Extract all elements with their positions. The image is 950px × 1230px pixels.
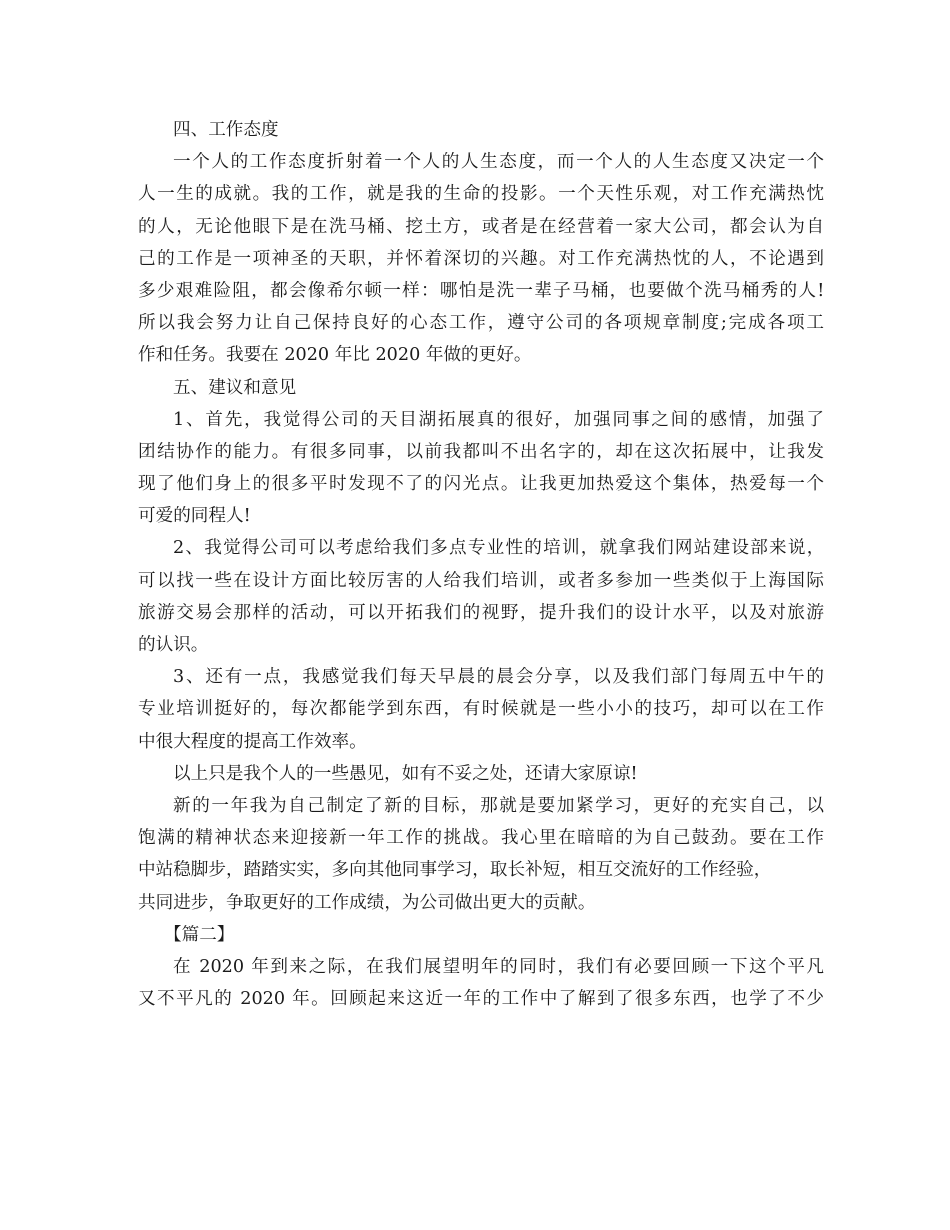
paragraph-line: 人一生的成就。我的工作，就是我的生命的投影。一个天性乐观，对工作充满热忱 xyxy=(138,184,824,205)
paragraph-line: 饱满的精神状态来迎接新一年工作的挑战。我心里在暗暗的为自己鼓劲。要在工作 xyxy=(138,828,824,849)
paragraph-line: 在 2020 年到来之际，在我们展望明年的同时，我们有必要回顾一下这个平凡 xyxy=(173,956,824,977)
paragraph-line: 可以找一些在设计方面比较厉害的人给我们培训，或者多参加一些类似于上海国际 xyxy=(138,570,824,591)
paragraph-line: 作和任务。我要在 2020 年比 2020 年做的更好。 xyxy=(138,345,532,366)
paragraph-line: 共同进步，争取更好的工作成绩，为公司做出更大的贡献。 xyxy=(138,892,596,913)
paragraph-line: 一个人的工作态度折射着一个人的人生态度，而一个人的人生态度又决定一个 xyxy=(173,152,824,173)
paragraph-line: 旅游交易会那样的活动，可以开拓我们的视野，提升我们的设计水平，以及对旅游 xyxy=(138,602,824,623)
paragraph-line: 以上只是我个人的一些愚见，如有不妥之处，还请大家原谅! xyxy=(173,763,638,784)
paragraph-line: 又不平凡的 2020 年。回顾起来这近一年的工作中了解到了很多东西，也学了不少 xyxy=(138,989,824,1010)
paragraph-line: 新的一年我为自己制定了新的目标，那就是要加紧学习，更好的充实自己，以 xyxy=(173,795,824,816)
paragraph-line: 中站稳脚步，踏踏实实，多向其他同事学习，取长补短，相互交流好的工作经验， xyxy=(138,860,772,881)
paragraph-line: 己的工作是一项神圣的天职，并怀着深切的兴趣。对工作充满热忱的人，不论遇到 xyxy=(138,248,824,269)
paragraph-line: 专业培训挺好的，每次都能学到东西，有时候就是一些小小的技巧，却可以在工作 xyxy=(138,699,824,720)
paragraph-line: 中很大程度的提高工作效率。 xyxy=(138,731,367,752)
paragraph-line: 可爱的同程人! xyxy=(138,506,251,527)
document-body xyxy=(138,114,824,1015)
paragraph-line: 2、我觉得公司可以考虑给我们多点专业性的培训，就拿我们网站建设部来说， xyxy=(173,538,824,559)
paragraph-line: 所以我会努力让自己保持良好的心态工作，遵守公司的各项规章制度;完成各项工 xyxy=(138,313,824,334)
paragraph-line: 的人，无论他眼下是在洗马桶、挖土方，或者是在经营着一家大公司，都会认为自 xyxy=(138,216,824,237)
paragraph-line: 现了他们身上的很多平时发现不了的闪光点。让我更加热爱这个集体，热爱每一个 xyxy=(138,474,824,495)
paragraph-line: 的认识。 xyxy=(138,635,209,655)
paragraph-line: 1、首先，我觉得公司的天目湖拓展真的很好，加强同事之间的感情，加强了 xyxy=(173,409,824,430)
paragraph-line: 团结协作的能力。有很多同事，以前我都叫不出名字的，却在这次拓展中，让我发 xyxy=(138,441,824,462)
section-heading-suggestions: 五、建议和意见 xyxy=(173,377,297,398)
section-heading-work-attitude: 四、工作态度 xyxy=(173,120,279,140)
section-title-piece-two: 【篇二】 xyxy=(164,924,235,945)
paragraph-line: 3、还有一点，我感觉我们每天早晨的晨会分享，以及我们部门每周五中午的 xyxy=(173,667,824,688)
paragraph-line: 多少艰难险阻，都会像希尔顿一样：哪怕是洗一辈子马桶，也要做个洗马桶秀的人! xyxy=(138,280,824,301)
